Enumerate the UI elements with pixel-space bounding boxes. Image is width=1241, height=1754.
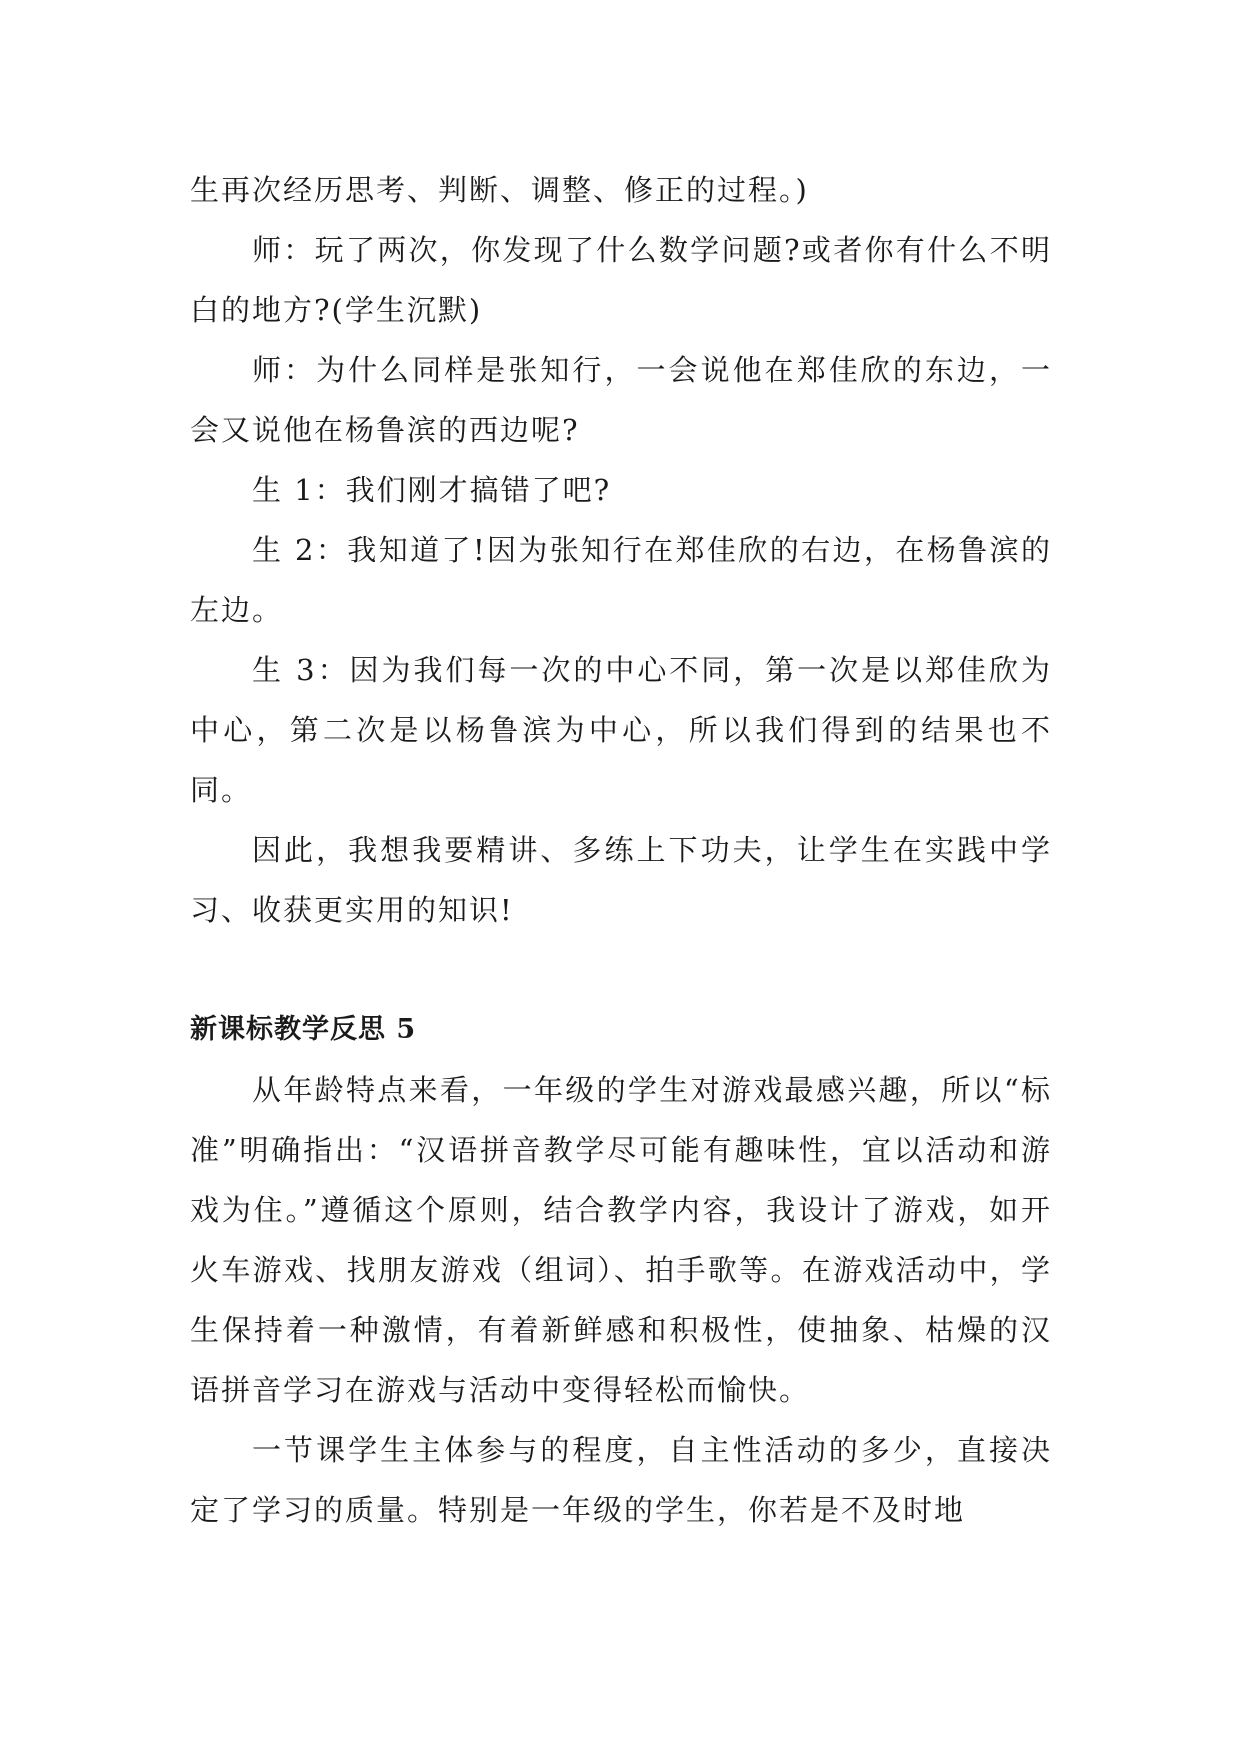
paragraph-student-2: 生 2：我知道了!因为张知行在郑佳欣的右边，在杨鲁滨的左边。 xyxy=(190,533,1052,627)
section-title: 新课标教学反思 5 xyxy=(190,1014,417,1045)
paragraph-continuation: 生再次经历思考、判断、调整、修正的过程。) xyxy=(190,173,809,207)
paragraph-teacher-why: 师：为什么同样是张知行，一会说他在郑佳欣的东边，一会又说他在杨鲁滨的西边呢? xyxy=(190,353,1052,447)
document-body xyxy=(190,160,1052,1540)
paragraph-student-1: 生 1：我们刚才搞错了吧? xyxy=(252,473,612,507)
paragraph-conclusion: 因此，我想我要精讲、多练上下功夫，让学生在实践中学习、收获更实用的知识! xyxy=(190,833,1052,927)
paragraph-games: 从年龄特点来看，一年级的学生对游戏最感兴趣，所以“标准”明确指出：“汉语拼音教学尽可能有趣味性，宜以活动和游戏为住。”遵循这个原则，结合教学内容，我设计了游戏，如开火车游戏、找朋友游戏（组词）、拍手歌等。在游戏活动中，学生保持着一种激情，有着新鲜感和积极性，使抽象、枯燥的汉语拼音学习在游戏与活动中变得轻松而愉快。 xyxy=(190,1073,1052,1407)
paragraph-student-3: 生 3：因为我们每一次的中心不同，第一次是以郑佳欣为中心，第二次是以杨鲁滨为中心，所以我们得到的结果也不同。 xyxy=(190,653,1052,807)
paragraph-participation: 一节课学生主体参与的程度，自主性活动的多少，直接决定了学习的质量。特别是一年级的学生，你若是不及时地 xyxy=(190,1433,1052,1527)
paragraph-teacher-question: 师：玩了两次，你发现了什么数学问题?或者你有什么不明白的地方?(学生沉默) xyxy=(190,233,1052,327)
